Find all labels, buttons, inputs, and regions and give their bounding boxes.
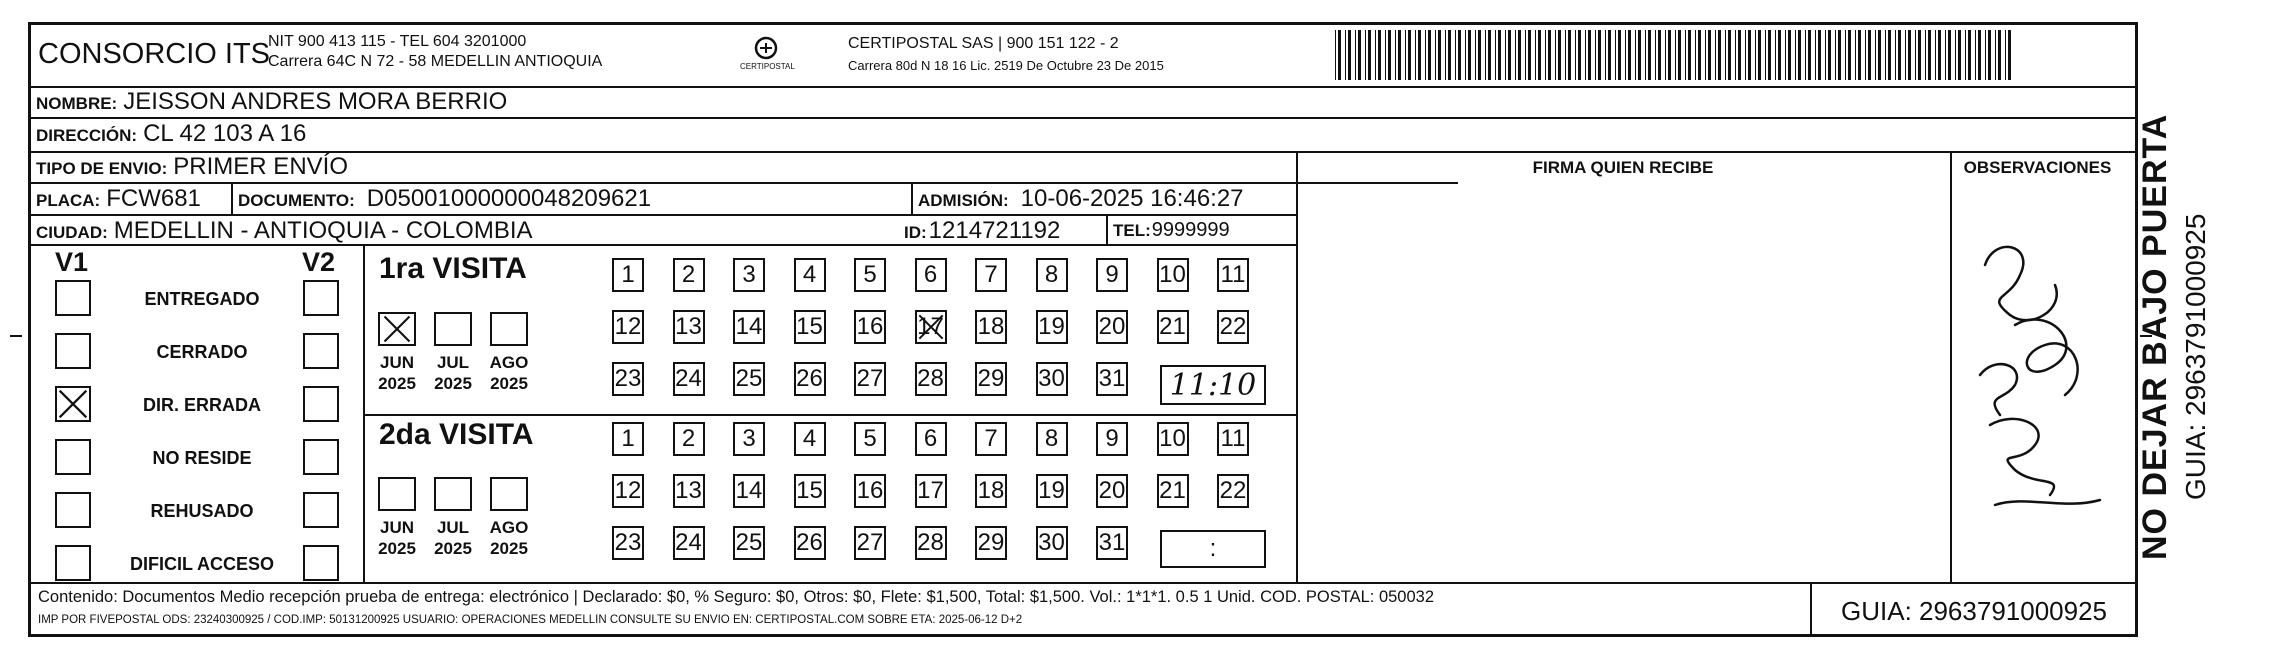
first-day-box[interactable] <box>612 258 644 292</box>
first-day-box[interactable] <box>975 310 1007 344</box>
day-number: 22 <box>1219 313 1247 340</box>
first-day-box[interactable] <box>1157 258 1189 292</box>
first-day-box[interactable] <box>854 310 886 344</box>
second-day-box[interactable] <box>915 474 947 508</box>
second-day-box[interactable] <box>612 422 644 456</box>
day-number: 29 <box>977 365 1005 392</box>
tipo-envio-label: TIPO DE ENVIO: <box>36 159 168 178</box>
first-day-box[interactable] <box>1217 258 1249 292</box>
second-visit-title: 2da VISITA <box>379 418 534 451</box>
day-number: 15 <box>796 313 823 340</box>
month-year: 2025 <box>434 374 472 393</box>
first-time-value: 11:10 <box>1169 367 1257 403</box>
company-line-2: Carrera 64C N 72 - 58 MEDELLIN ANTIOQUIA <box>268 53 603 70</box>
first-month-label <box>425 352 481 394</box>
day-number: 4 <box>802 261 817 288</box>
day-number: 26 <box>796 529 823 556</box>
month-year: 2025 <box>378 539 416 558</box>
day-number: 1 <box>621 425 635 452</box>
placa-value: FCW681 <box>106 185 201 212</box>
month-year: 2025 <box>378 374 416 393</box>
barcode <box>1335 30 2015 80</box>
day-number: 31 <box>1098 365 1126 392</box>
id-label: ID: <box>904 223 927 242</box>
carrier-line-1: CERTIPOSTAL SAS | 900 151 122 - 2 <box>848 35 1119 52</box>
v2-checkbox[interactable] <box>303 280 339 316</box>
day-number: 5 <box>863 425 877 452</box>
day-number: 3 <box>742 261 756 288</box>
documento-label: DOCUMENTO: <box>238 191 355 210</box>
tipo-envio-value: PRIMER ENVÍO <box>173 153 348 180</box>
first-day-box[interactable] <box>1157 310 1189 344</box>
day-number: 28 <box>917 365 944 392</box>
second-day-box[interactable] <box>1157 474 1189 508</box>
day-number: 30 <box>1038 529 1065 556</box>
v2-checkbox[interactable] <box>303 386 339 422</box>
second-day-box[interactable] <box>733 526 765 560</box>
day-number: 16 <box>856 313 884 340</box>
day-number: 2 <box>681 425 696 452</box>
ciudad-value: MEDELLIN - ANTIOQUIA - COLOMBIA <box>113 217 533 244</box>
day-number: 25 <box>735 365 763 392</box>
handwritten-signature <box>1955 225 2115 545</box>
second-day-box[interactable] <box>1217 422 1249 456</box>
status-label: NO RESIDE <box>152 448 252 468</box>
day-number: 19 <box>1038 313 1065 340</box>
second-day-box[interactable] <box>733 474 765 508</box>
day-number: 17 <box>917 477 944 504</box>
first-day-box[interactable] <box>794 362 826 396</box>
v2-checkbox[interactable] <box>303 333 339 369</box>
status-label: DIFICIL ACCESO <box>129 554 274 574</box>
second-day-box[interactable] <box>975 526 1007 560</box>
first-day-box[interactable] <box>1036 310 1068 344</box>
footer-imp: IMP POR FIVEPOSTAL ODS: 23240300925 / COD.IMP: 50131200925 USUARIO: OPERACIONES MEDELLIN CONSULTE SU ENVIO EN: CERTIPOSTAL.COM SOBRE ETA: 2025-06-12 D+2 <box>38 614 1023 626</box>
second-day-box[interactable] <box>733 422 765 456</box>
day-number: 29 <box>977 529 1005 556</box>
first-month-label <box>481 352 537 394</box>
status-label: CERRADO <box>156 342 248 362</box>
day-number: 7 <box>984 261 998 288</box>
day-number: 22 <box>1219 477 1247 504</box>
second-day-box[interactable] <box>854 526 886 560</box>
month-name: JUN <box>379 353 414 372</box>
first-time-box[interactable] <box>1160 365 1266 405</box>
day-number: 26 <box>796 365 823 392</box>
day-number: 24 <box>675 365 702 392</box>
day-number: 11 <box>1220 261 1246 288</box>
day-number: 11 <box>1220 425 1246 452</box>
second-day-box[interactable] <box>673 526 705 560</box>
day-number: 12 <box>614 477 642 504</box>
first-day-box[interactable] <box>733 310 765 344</box>
day-number: 14 <box>735 477 763 504</box>
second-day-box[interactable] <box>854 474 886 508</box>
second-day-box[interactable] <box>612 526 644 560</box>
observaciones-header: OBSERVACIONES <box>1963 158 2112 177</box>
status-label: REHUSADO <box>150 501 254 521</box>
day-number: 6 <box>923 261 938 288</box>
direccion-value: CL 42 103 A 16 <box>143 120 307 147</box>
second-day-box[interactable] <box>1157 422 1189 456</box>
admision-label: ADMISIÓN: <box>918 191 1009 210</box>
day-number: 7 <box>984 425 998 452</box>
carrier-line-2: Carrera 80d N 18 16 Lic. 2519 De Octubre 23 De 2015 <box>848 58 1164 73</box>
day-number: 21 <box>1159 313 1186 340</box>
v2-header: V2 <box>302 247 336 277</box>
logo-text: CERTIPOSTAL <box>740 62 795 71</box>
v1-checkbox[interactable] <box>55 545 91 581</box>
first-day-box[interactable] <box>854 258 886 292</box>
day-number: 23 <box>614 529 642 556</box>
firma-header: FIRMA QUIEN RECIBE <box>1532 158 1714 177</box>
day-number: 27 <box>856 529 884 556</box>
second-day-box[interactable] <box>1036 474 1068 508</box>
v1-checkbox[interactable] <box>55 386 91 422</box>
second-day-box[interactable] <box>1096 526 1128 560</box>
first-month-checkbox[interactable] <box>378 312 416 346</box>
second-day-box[interactable] <box>915 422 947 456</box>
second-month-label <box>425 517 481 559</box>
direccion-label: DIRECCIÓN: <box>36 126 138 145</box>
first-day-box[interactable] <box>1096 310 1128 344</box>
second-day-box[interactable] <box>794 422 826 456</box>
second-time-value: : <box>1209 535 1217 562</box>
day-number: 14 <box>735 313 763 340</box>
documento-value: D05001000000048209621 <box>366 185 652 212</box>
first-day-box[interactable] <box>673 310 705 344</box>
month-year: 2025 <box>490 539 528 558</box>
day-number: 4 <box>802 425 817 452</box>
second-month-checkbox[interactable] <box>434 477 472 511</box>
day-number: 19 <box>1038 477 1065 504</box>
second-day-box[interactable] <box>975 474 1007 508</box>
v1-checkbox[interactable] <box>55 280 91 316</box>
second-day-box[interactable] <box>975 422 1007 456</box>
day-number: 6 <box>923 425 938 452</box>
second-month-checkbox[interactable] <box>378 477 416 511</box>
day-number: 1 <box>621 261 635 288</box>
day-number: 18 <box>977 477 1005 504</box>
first-day-box[interactable] <box>733 362 765 396</box>
footer-content: Contenido: Documentos Medio recepción prueba de entrega: electrónico | Declarado: $0, % Seguro: $0, Otros: $0, Flete: $1,500, Total: $1,500. Vol.: 1*1*1. 0.5 1 Unid. COD. POSTAL: 050032 <box>38 588 1435 606</box>
day-number: 5 <box>863 261 877 288</box>
day-number: 27 <box>856 365 884 392</box>
day-number: 30 <box>1038 365 1065 392</box>
v1-header: V1 <box>55 247 89 277</box>
day-number: 2 <box>681 261 696 288</box>
company-name: CONSORCIO ITS <box>38 38 271 70</box>
day-number: 20 <box>1098 477 1126 504</box>
second-day-box[interactable] <box>1217 474 1249 508</box>
month-name: AGO <box>489 353 529 372</box>
day-number: 17 <box>917 313 944 340</box>
v2-checkbox[interactable] <box>303 439 339 475</box>
v2-checkbox[interactable] <box>303 545 339 581</box>
first-day-box[interactable] <box>915 310 947 344</box>
day-number: 13 <box>675 477 702 504</box>
first-day-box[interactable] <box>733 258 765 292</box>
day-number: 21 <box>1159 477 1186 504</box>
month-name: JUL <box>436 518 470 537</box>
placa-label: PLACA: <box>36 191 101 210</box>
first-day-box[interactable] <box>1036 362 1068 396</box>
second-day-box[interactable] <box>1036 526 1068 560</box>
v1-checkbox[interactable] <box>55 333 91 369</box>
first-day-box[interactable] <box>612 310 644 344</box>
second-day-box[interactable] <box>1036 422 1068 456</box>
day-number: 18 <box>977 313 1005 340</box>
id-value: 1214721192 <box>928 217 1061 244</box>
company-line-1: NIT 900 413 115 - TEL 604 3201000 <box>268 33 527 50</box>
second-day-box[interactable] <box>854 422 886 456</box>
first-month-label <box>369 352 425 394</box>
nombre-value: JEISSON ANDRES MORA BERRIO <box>123 88 508 115</box>
first-day-box[interactable] <box>854 362 886 396</box>
first-day-box[interactable] <box>915 258 947 292</box>
first-visit-title: 1ra VISITA <box>379 252 527 285</box>
day-number: 23 <box>614 365 642 392</box>
month-year: 2025 <box>434 539 472 558</box>
day-number: 8 <box>1044 261 1059 288</box>
second-time-box[interactable] <box>1160 530 1266 568</box>
day-number: 9 <box>1105 261 1119 288</box>
status-label: DIR. ERRADA <box>142 395 261 415</box>
day-number: 13 <box>675 313 702 340</box>
first-day-box[interactable] <box>1096 258 1128 292</box>
day-number: 16 <box>856 477 884 504</box>
day-number: 25 <box>735 529 763 556</box>
day-number: 3 <box>742 425 756 452</box>
first-day-box[interactable] <box>612 362 644 396</box>
first-day-box[interactable] <box>673 362 705 396</box>
first-day-box[interactable] <box>794 310 826 344</box>
side-guia: GUIA: 2963791000925 <box>2180 213 2211 500</box>
nombre-label: NOMBRE: <box>36 94 118 113</box>
tel-value: 9999999 <box>1151 219 1230 241</box>
second-month-checkbox[interactable] <box>490 477 528 511</box>
day-number: 8 <box>1044 425 1059 452</box>
day-number: 10 <box>1159 425 1186 452</box>
second-day-box[interactable] <box>612 474 644 508</box>
v1-checkbox[interactable] <box>55 492 91 528</box>
second-day-box[interactable] <box>794 474 826 508</box>
admision-value: 10-06-2025 16:46:27 <box>1020 185 1244 212</box>
month-year: 2025 <box>490 374 528 393</box>
day-number: 15 <box>796 477 823 504</box>
first-day-box[interactable] <box>915 362 947 396</box>
second-day-box[interactable] <box>1096 422 1128 456</box>
month-name: AGO <box>489 518 529 537</box>
day-number: 31 <box>1098 529 1126 556</box>
day-number: 10 <box>1159 261 1186 288</box>
second-month-label <box>481 517 537 559</box>
month-name: JUN <box>379 518 414 537</box>
first-day-box[interactable] <box>1036 258 1068 292</box>
second-day-box[interactable] <box>673 474 705 508</box>
first-day-box[interactable] <box>1217 310 1249 344</box>
v2-checkbox[interactable] <box>303 492 339 528</box>
ciudad-label: CIUDAD: <box>36 223 108 242</box>
first-month-checkbox[interactable] <box>434 312 472 346</box>
status-label: ENTREGADO <box>144 289 260 309</box>
first-day-box[interactable] <box>673 258 705 292</box>
second-day-box[interactable] <box>1096 474 1128 508</box>
day-number: 20 <box>1098 313 1126 340</box>
first-day-box[interactable] <box>794 258 826 292</box>
second-day-box[interactable] <box>673 422 705 456</box>
month-name: JUL <box>436 353 470 372</box>
second-month-label <box>369 517 425 559</box>
day-number: 28 <box>917 529 944 556</box>
day-number: 24 <box>675 529 702 556</box>
day-number: 9 <box>1105 425 1119 452</box>
first-day-box[interactable] <box>1096 362 1128 396</box>
first-day-box[interactable] <box>975 362 1007 396</box>
day-number: 12 <box>614 313 642 340</box>
second-day-box[interactable] <box>794 526 826 560</box>
first-day-box[interactable] <box>975 258 1007 292</box>
second-day-box[interactable] <box>915 526 947 560</box>
v1-checkbox[interactable] <box>55 439 91 475</box>
side-no-dejar: NO DEJAR BAJO PUERTA <box>2136 113 2174 560</box>
tel-label: TEL: <box>1113 221 1151 240</box>
first-month-checkbox[interactable] <box>490 312 528 346</box>
footer-guia: GUIA: 2963791000925 <box>1841 596 2107 626</box>
